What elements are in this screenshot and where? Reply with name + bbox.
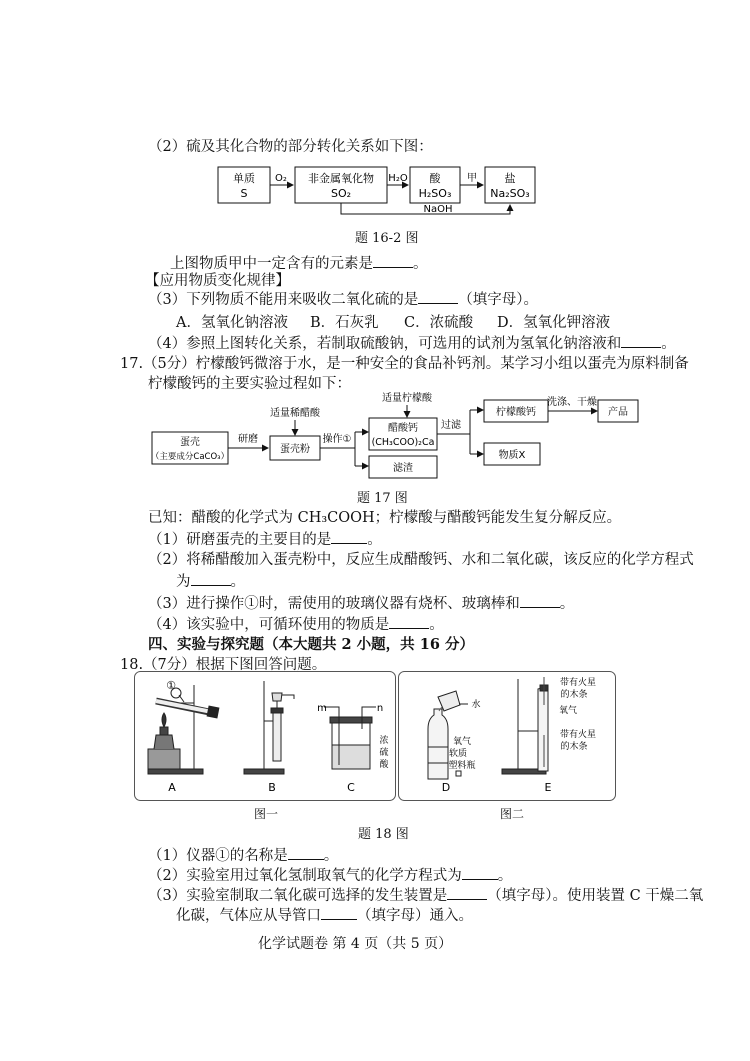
citrate-process-diagram	[145, 392, 640, 484]
splint-top-1: 带有火星	[559, 678, 597, 688]
label-oxygen-d: 氧气	[452, 737, 472, 747]
section-4-heading: 四、实验与探究题（本大题共 2 小题，共 16 分）	[148, 636, 474, 653]
splint-bottom-2: 的木条	[560, 742, 588, 752]
answer-blank[interactable]	[389, 615, 429, 629]
soft-bottle-2: 塑料瓶	[448, 761, 476, 771]
box2-line2: SO₂	[330, 187, 352, 200]
label-op1: 操作①	[322, 434, 352, 445]
page-footer: 化学试题卷 第 4 页（共 5 页）	[258, 936, 453, 952]
label-grind: 研磨	[238, 434, 258, 445]
figure-1-caption: 图一	[254, 807, 279, 821]
q17-3: （3）进行操作①时，需使用的玻璃仪器有烧杯、玻璃棒和 。	[148, 596, 575, 612]
svg-text:滤渣: 滤渣	[393, 463, 413, 474]
conc-acid-2: 硫	[379, 748, 389, 758]
soft-bottle-1: 软质	[448, 749, 468, 759]
label-a: A	[168, 781, 176, 794]
svg-text:醋酸钙: 醋酸钙	[388, 423, 418, 434]
figure-caption-17: 题 17 图	[357, 491, 408, 506]
box3-line2: H₂SO₃	[418, 187, 452, 200]
q18-3-line1: （3）实验室制取二氧化碳可选择的发生装置是 （填字母）。使用装置 C 干燥二氧	[148, 888, 704, 904]
arrow1-label: O₂	[275, 173, 287, 184]
splint-top-2: 的木条	[560, 690, 588, 700]
answer-blank[interactable]	[373, 254, 413, 268]
q17-2-line2: 为 。	[176, 574, 245, 590]
section-tag: 【应用物质变化规律】	[145, 273, 290, 289]
option-c: C．浓硫酸	[404, 315, 474, 331]
q16-4: （4）参照上图转化关系，若制取硫酸钠，可选用的试剂为氢氧化钠溶液和 。	[148, 336, 676, 352]
answer-blank[interactable]	[191, 572, 231, 586]
option-b: B．石灰乳	[310, 315, 379, 331]
box1-line2: S	[240, 187, 248, 200]
label-citric-acid: 适量柠檬酸	[382, 393, 432, 404]
box2-line1: 非金属氧化物	[308, 172, 374, 185]
apparatus-e	[502, 677, 548, 774]
bottom-arrow-label: NaOH	[423, 204, 453, 215]
q18-stem: 18.（7分）根据下图回答问题。	[120, 657, 327, 673]
splint-bottom-1: 带有火星	[559, 730, 597, 740]
label-wash-dry: 洗涤、干燥	[547, 397, 597, 408]
apparatus-a	[148, 685, 219, 774]
label-oxygen-e: 氧气	[558, 706, 578, 716]
q17-known: 已知：醋酸的化学式为 CH₃COOH；柠檬酸与醋酸钙能发生复分解反应。	[148, 510, 622, 526]
answer-blank[interactable]	[331, 530, 367, 544]
q16-3: （3）下列物质不能用来吸收二氧化硫的是 （填字母）。	[148, 292, 538, 308]
conc-acid-3: 酸	[379, 760, 389, 770]
svg-text:蛋壳粉: 蛋壳粉	[280, 444, 310, 455]
sulfur-conversion-diagram	[200, 162, 550, 222]
q17-stem-line1: 17.（5分）柠檬酸钙微溶于水，是一种安全的食品补钙剂。某学习小组以蛋壳为原料制备	[120, 356, 689, 372]
label-n: n	[376, 703, 384, 714]
answer-blank[interactable]	[288, 846, 324, 860]
label-e: E	[544, 781, 552, 794]
q17-4: （4）该实验中，可循环使用的物质是 。	[148, 617, 444, 633]
answer-blank[interactable]	[447, 886, 487, 900]
svg-text:（主要成分CaCO₃）: （主要成分CaCO₃）	[150, 452, 230, 462]
apparatus-c	[324, 707, 376, 769]
figure-18-panel-2	[398, 671, 616, 801]
q18-1: （1）仪器①的名称是 。	[148, 848, 339, 864]
box4-line1: 盐	[504, 172, 516, 185]
label-d: D	[441, 781, 451, 794]
conc-acid-1: 浓	[379, 736, 389, 746]
answer-blank[interactable]	[462, 866, 498, 880]
label-water: 水	[471, 700, 481, 710]
q18-3-line2: 化碳，气体应从导管口 （填字母）通入。	[176, 908, 473, 924]
answer-blank[interactable]	[321, 906, 357, 920]
figure-caption-18: 题 18 图	[358, 827, 409, 842]
svg-text:柠檬酸钙: 柠檬酸钙	[496, 407, 536, 418]
label-b: B	[268, 781, 276, 794]
box1-line1: 单质	[233, 172, 255, 185]
label-acetic-acid: 适量稀醋酸	[270, 408, 320, 419]
box4-line2: Na₂SO₃	[490, 187, 530, 200]
label-m: m	[317, 703, 327, 714]
q17-1: （1）研磨蛋壳的主要目的是 。	[148, 532, 382, 548]
answer-blank[interactable]	[418, 290, 458, 304]
apparatus-b	[244, 681, 294, 774]
svg-text:物质X: 物质X	[498, 450, 526, 461]
answer-blank[interactable]	[621, 334, 661, 348]
label-filter: 过滤	[441, 420, 461, 431]
arrow3-label: 甲	[467, 173, 477, 184]
svg-text:产品: 产品	[608, 407, 628, 418]
figure-18-panel-1	[134, 671, 396, 801]
q17-2-line1: （2）将稀醋酸加入蛋壳粉中，反应生成醋酸钙、水和二氧化碳，该反应的化学方程式	[148, 552, 694, 568]
arrow2-label: H₂O	[388, 173, 408, 184]
q17-stem-line2: 柠檬酸钙的主要实验过程如下：	[148, 376, 351, 392]
q16-element-text: 上图物质甲中一定含有的元素是	[170, 256, 373, 272]
option-a: A．氢氧化钠溶液	[176, 315, 288, 331]
circle-one-label: ①	[166, 679, 176, 692]
q18-2: （2）实验室用过氧化氢制取氧气的化学方程式为 。	[148, 868, 513, 884]
q16-2-intro: （2）硫及其化合物的部分转化关系如下图：	[148, 139, 433, 155]
figure-caption-16-2: 题 16-2 图	[355, 231, 419, 246]
svg-text:蛋壳: 蛋壳	[180, 437, 200, 448]
box3-line1: 酸	[429, 172, 441, 185]
figure-2-caption: 图二	[500, 807, 525, 821]
label-c: C	[347, 781, 355, 794]
q16-element-question: 上图物质甲中一定含有的元素是 。	[170, 256, 428, 272]
svg-text:(CH₃COO)₂Ca: (CH₃COO)₂Ca	[371, 437, 435, 448]
answer-blank[interactable]	[520, 594, 560, 608]
option-d: D．氢氧化钾溶液	[497, 315, 611, 331]
